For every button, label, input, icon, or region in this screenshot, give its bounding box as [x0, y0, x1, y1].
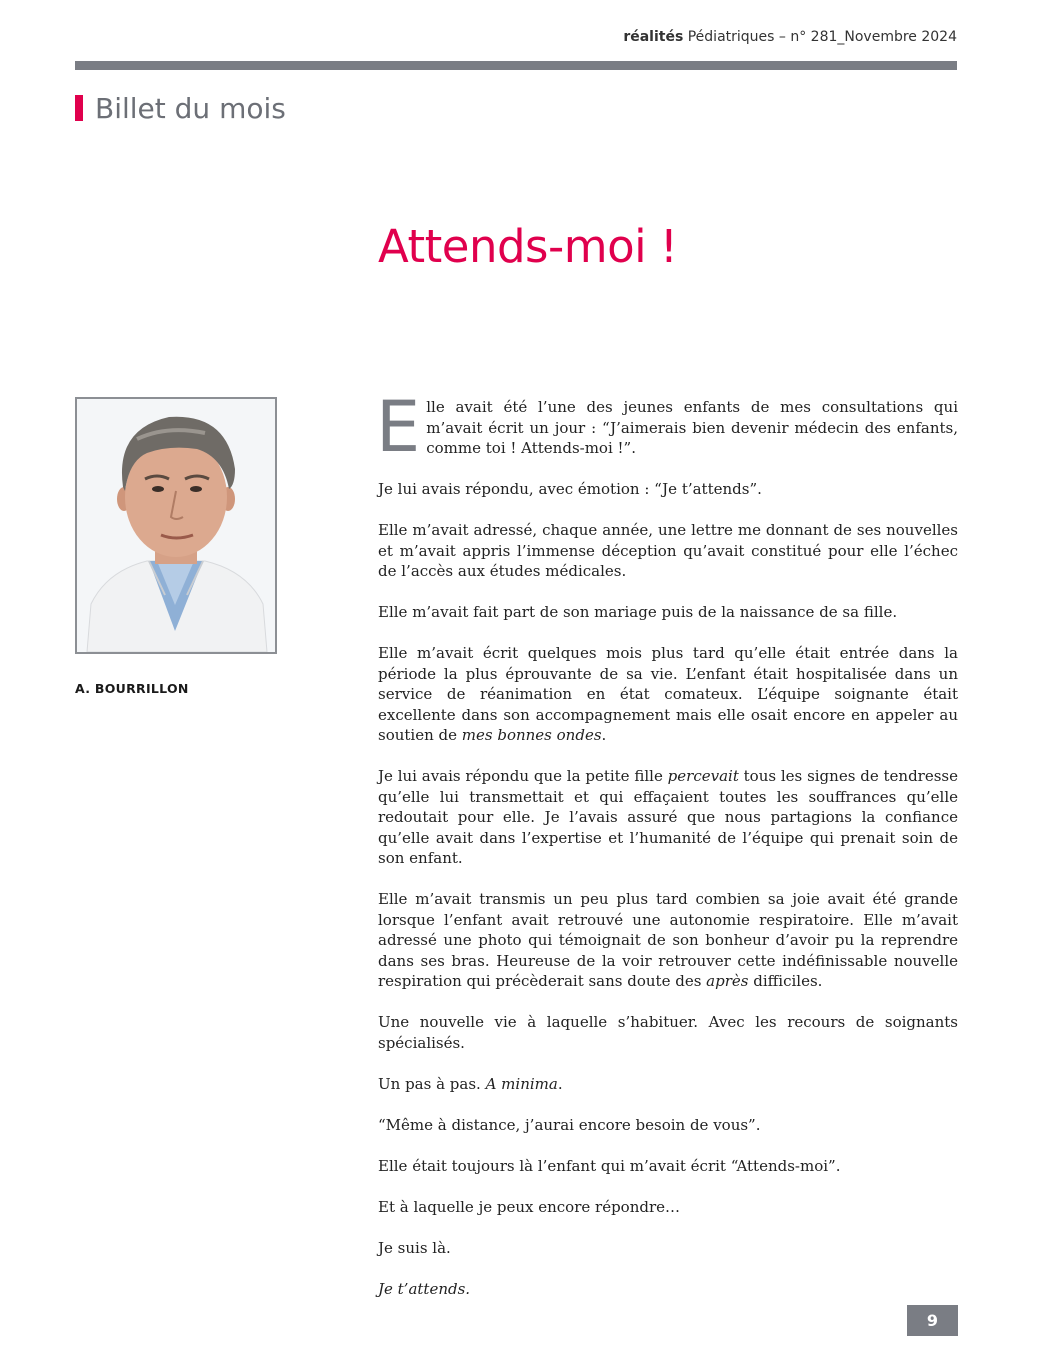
paragraph-closing: [378, 1279, 958, 1300]
paragraph-text-rest: tous les signes de tendresse qu’elle lui transmettait et qui effaçaient toutes les souffrances qu’elle redoutait pour elle. Je l’avais assuré que nous partagions la confiance qu’elle avait dans l’expertise et l’humanité de l’équipe qui prenait soin de son enfant.: [378, 767, 958, 867]
paragraph-text: lle avait été l’une des jeunes enfants de mes consultations qui m’avait écrit un jour : “J’aimerais bien devenir médecin des enfants, comme toi ! Attends-moi !”.: [426, 398, 958, 457]
paragraph-end: difficiles.: [748, 972, 823, 990]
paragraph: Je suis là.: [378, 1238, 451, 1257]
emphasis: mes bonnes ondes: [461, 726, 602, 744]
paragraph-text: Elle m’avait écrit quelques mois plus tard qu’elle était entrée dans la période la plus éprouvante de sa vie. L’enfant était hospitalisée dans un service de réanimation en état comateux. L’équipe soignante était excellente dans son accompagnement mais elle osait encore en appeler au soutien de: [378, 644, 958, 744]
emphasis: A minima: [485, 1074, 558, 1093]
paragraph-end: .: [601, 726, 607, 744]
page-number: 9: [907, 1305, 958, 1336]
journal-brand: réalités: [623, 29, 684, 45]
paragraph-text: Un pas à pas.: [378, 1074, 486, 1093]
paragraph-text: Elle m’avait transmis un peu plus tard combien sa joie avait été grande lorsque l’enfant avait retrouvé une autonomie respiratoire. Elle m’avait adressé une photo qui témoignait de son bonheur d’avoir pu la reprendre dans ses bras. Heureuse de la voir retrouver cette indéfinissable nouvelle respiration qui précèderait sans doute des: [378, 890, 958, 990]
emphasis: Je t’attends.: [378, 1279, 471, 1298]
paragraph: [378, 889, 958, 992]
paragraph: [376, 386, 958, 468]
running-head: [623, 29, 957, 45]
paragraph: Elle était toujours là l’enfant qui m’avait écrit “Attends-moi”.: [378, 1156, 841, 1175]
section-marker: [75, 95, 83, 121]
header-rule: [75, 61, 957, 70]
article-title: Attends-moi !: [378, 220, 678, 273]
author-name: A. BOURRILLON: [75, 681, 189, 696]
paragraph: Elle m’avait adressé, chaque année, une lettre me donnant de ses nouvelles et m’avait appris l’immense déception qu’avait constitué pour elle l’échec de l’accès aux études médicales.: [378, 521, 958, 580]
emphasis: après: [706, 972, 749, 990]
article-body: [376, 386, 958, 1320]
paragraph-text: Je lui avais répondu que la petite fille: [378, 767, 668, 785]
paragraph: [378, 643, 958, 746]
section-label: Billet du mois: [95, 91, 286, 125]
section-heading: [75, 92, 286, 124]
paragraph: Je lui avais répondu, avec émotion : “Je t’attends”.: [378, 480, 762, 498]
emphasis: percevait: [667, 767, 739, 785]
drop-cap: E: [376, 386, 421, 468]
journal-issue: Pédiatriques – n° 281_Novembre 2024: [687, 29, 957, 45]
paragraph-end: .: [557, 1074, 563, 1093]
paragraph: Elle m’avait fait part de son mariage puis de la naissance de sa fille.: [378, 603, 898, 621]
paragraph: Une nouvelle vie à laquelle s’habituer. Avec les recours de soignants spécialisés.: [378, 1013, 958, 1052]
paragraph: Et à laquelle je peux encore répondre…: [378, 1197, 681, 1216]
paragraph: “Même à distance, j’aurai encore besoin de vous”.: [378, 1115, 761, 1134]
paragraph: [378, 766, 958, 869]
author-photo: [75, 397, 277, 654]
paragraph: [378, 1074, 958, 1095]
